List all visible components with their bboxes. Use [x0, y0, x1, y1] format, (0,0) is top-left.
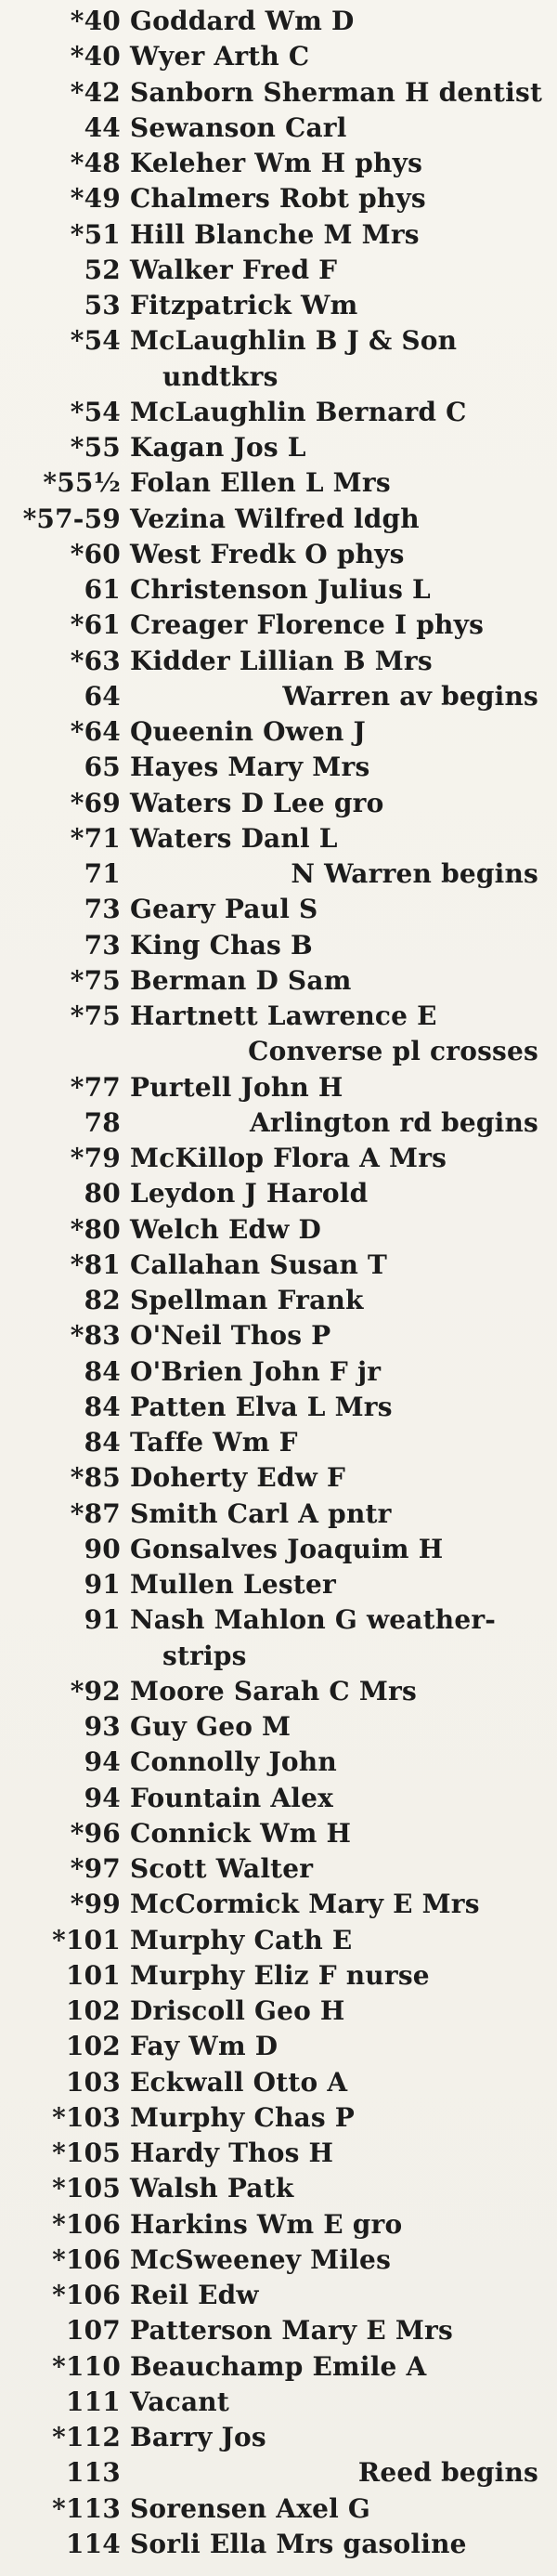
resident-name: Driscoll Geo H — [130, 1995, 345, 2026]
resident-name: Chalmers Robt phys — [130, 183, 426, 215]
resident-name: Wyer Arth C — [130, 41, 310, 72]
house-number: 101 — [65, 1959, 121, 1991]
directory-row — [0, 1427, 557, 1458]
directory-row — [0, 325, 557, 357]
directory-row — [0, 1783, 557, 1814]
resident-name: Barry Jos — [130, 2422, 266, 2452]
directory-row — [0, 681, 557, 713]
directory-row — [0, 1462, 557, 1494]
house-number: *48 — [70, 148, 121, 178]
house-number: *113 — [52, 2492, 121, 2524]
house-number: *80 — [70, 1213, 121, 1245]
resident-name: Geary Paul S — [130, 894, 318, 925]
resident-name: Sorensen Axel G — [130, 2492, 371, 2524]
house-number: 44 — [84, 111, 121, 143]
house-number: *106 — [52, 2208, 121, 2240]
resident-name: Eckwall Otto A — [130, 2066, 348, 2098]
resident-name: Queenin Owen J — [130, 716, 366, 747]
resident-name: Smith Carl A pntr — [130, 1497, 392, 1529]
directory-row — [0, 574, 557, 606]
resident-name: Welch Edw D — [130, 1213, 322, 1245]
house-number: *83 — [70, 1320, 121, 1352]
house-number: *99 — [70, 1889, 121, 1920]
directory-row — [0, 1392, 557, 1423]
resident-name: Fountain Alex — [130, 1782, 334, 1813]
directory-row — [0, 1072, 557, 1104]
resident-name: Sorli Ella Mrs gasoline — [130, 2528, 467, 2559]
house-number: *96 — [70, 1817, 121, 1849]
continuation-line: undtkrs — [162, 360, 278, 392]
resident-name: Guy Geo M — [130, 1711, 291, 1742]
house-number: *77 — [70, 1071, 121, 1103]
directory-row — [0, 77, 557, 109]
resident-name: Hartnett Lawrence E — [130, 1000, 437, 1031]
directory-row — [0, 1746, 557, 1778]
resident-name: Kagan Jos L — [130, 432, 306, 463]
directory-row — [0, 41, 557, 72]
resident-name: Patterson Mary E Mrs — [130, 2315, 453, 2347]
directory-row — [0, 1214, 557, 1246]
directory-row — [0, 2031, 557, 2062]
house-number: *97 — [70, 1853, 121, 1884]
directory-row — [0, 2209, 557, 2241]
directory-row — [0, 1498, 557, 1530]
house-number: *51 — [70, 218, 121, 250]
directory-row — [0, 290, 557, 321]
directory-row — [0, 1107, 557, 1139]
house-number: *57-59 — [22, 503, 121, 534]
resident-name: Fitzpatrick Wm — [130, 290, 358, 320]
house-number: *105 — [52, 2138, 121, 2168]
directory-row — [0, 1000, 557, 1032]
resident-name: McSweeney Miles — [130, 2243, 392, 2275]
directory-row — [0, 539, 557, 570]
house-number: 84 — [84, 1355, 121, 1387]
resident-name: Scott Walter — [130, 1853, 314, 1884]
house-number: *54 — [70, 396, 121, 427]
house-number: 61 — [84, 574, 121, 605]
house-number: *63 — [70, 645, 121, 676]
house-number: 82 — [84, 1285, 121, 1315]
directory-row — [0, 2138, 557, 2169]
resident-name: McLaughlin B J & Son — [130, 325, 458, 357]
directory-row — [0, 2280, 557, 2311]
resident-name: Murphy Eliz F nurse — [130, 1959, 430, 1991]
directory-row — [0, 858, 557, 890]
directory-row — [0, 1676, 557, 1707]
directory-row — [0, 1356, 557, 1388]
resident-name: Connick Wm H — [130, 1817, 352, 1849]
resident-name: Walker Fred F — [130, 254, 338, 285]
house-number: 84 — [84, 1391, 121, 1422]
street-marker: Reed begins — [357, 2457, 538, 2489]
house-number: *101 — [52, 1924, 121, 1955]
resident-name: Doherty Edw F — [130, 1462, 346, 1494]
resident-name: Hardy Thos H — [130, 2138, 334, 2168]
directory-row — [0, 467, 557, 499]
directory-row — [0, 2351, 557, 2383]
directory-row — [0, 1960, 557, 1992]
resident-name: Murphy Chas P — [130, 2101, 356, 2133]
house-number: 80 — [84, 1178, 121, 1210]
house-number: *103 — [52, 2101, 121, 2133]
resident-name: Walsh Patk — [130, 2173, 294, 2204]
resident-name: Taffe Wm F — [130, 1427, 298, 1458]
resident-name: Spellman Frank — [130, 1285, 364, 1315]
directory-row — [0, 1925, 557, 1956]
resident-name: Purtell John H — [130, 1071, 343, 1103]
house-number: *106 — [52, 2243, 121, 2275]
house-number: 107 — [65, 2315, 121, 2347]
house-number: *71 — [70, 822, 121, 854]
directory-row — [0, 609, 557, 641]
house-number: 113 — [65, 2457, 121, 2489]
directory-row — [0, 503, 557, 535]
house-number: *106 — [52, 2280, 121, 2310]
directory-row — [0, 1178, 557, 1210]
resident-name: Hill Blanche M Mrs — [130, 218, 420, 250]
house-number: 94 — [84, 1746, 121, 1778]
resident-name: Goddard Wm D — [130, 6, 355, 36]
directory-row — [0, 2422, 557, 2453]
directory-row — [0, 1889, 557, 1920]
house-number: *42 — [70, 76, 121, 108]
directory-row — [0, 965, 557, 997]
directory-row — [0, 1569, 557, 1601]
directory-row — [0, 2244, 557, 2276]
directory-row — [0, 2102, 557, 2134]
house-number: *60 — [70, 538, 121, 569]
house-number: 111 — [65, 2386, 121, 2417]
directory-row — [0, 1036, 557, 1067]
directory-row — [0, 1853, 557, 1885]
house-number: *87 — [70, 1497, 121, 1529]
house-number: *92 — [70, 1675, 121, 1706]
resident-name: Nash Mahlon G weather- — [130, 1604, 497, 1636]
house-number: 73 — [84, 894, 121, 925]
house-number: *69 — [70, 787, 121, 818]
house-number: *40 — [70, 41, 121, 72]
house-number: *61 — [70, 609, 121, 641]
resident-name: Patten Elva L Mrs — [130, 1391, 393, 1422]
resident-name: King Chas B — [130, 929, 313, 961]
directory-row — [0, 823, 557, 855]
house-number: 71 — [84, 858, 121, 889]
house-number: 84 — [84, 1427, 121, 1458]
resident-name: Callahan Susan T — [130, 1249, 388, 1280]
continuation-line: strips — [162, 1640, 247, 1671]
street-marker: N Warren begins — [291, 858, 538, 889]
directory-row — [0, 397, 557, 428]
street-marker: Arlington rd begins — [249, 1106, 538, 1138]
directory-row — [0, 361, 557, 393]
resident-name: Hayes Mary Mrs — [130, 752, 370, 783]
house-number: 91 — [84, 1604, 121, 1636]
resident-name: McLaughlin Bernard C — [130, 396, 467, 427]
resident-name: Murphy Cath E — [130, 1924, 353, 1955]
directory-row — [0, 2457, 557, 2489]
house-number: *110 — [52, 2350, 121, 2382]
house-number: 64 — [84, 680, 121, 712]
resident-name: West Fredk O phys — [130, 538, 405, 569]
directory-row — [0, 2529, 557, 2560]
directory-row — [0, 1249, 557, 1281]
resident-name: Leydon J Harold — [130, 1178, 369, 1210]
directory-row — [0, 788, 557, 819]
resident-name: Harkins Wm E gro — [130, 2208, 403, 2240]
resident-name: Reil Edw — [130, 2280, 259, 2310]
house-number: 65 — [84, 752, 121, 783]
house-number: 91 — [84, 1569, 121, 1600]
directory-row — [0, 2067, 557, 2099]
resident-name: Sanborn Sherman H dentist — [130, 76, 543, 108]
directory-row — [0, 2315, 557, 2347]
house-number: *75 — [70, 1000, 121, 1031]
directory-row — [0, 219, 557, 251]
resident-name: Keleher Wm H phys — [130, 148, 423, 178]
house-number: *40 — [70, 6, 121, 36]
house-number: 53 — [84, 290, 121, 320]
resident-name: Waters Danl L — [130, 822, 338, 854]
house-number: 102 — [65, 2031, 121, 2062]
directory-row — [0, 894, 557, 925]
house-number: *64 — [70, 716, 121, 747]
house-number: *81 — [70, 1249, 121, 1280]
directory-row — [0, 1285, 557, 1316]
resident-name: Vezina Wilfred ldgh — [130, 503, 420, 534]
resident-name: Gonsalves Joaquim H — [130, 1533, 444, 1564]
directory-row — [0, 148, 557, 179]
directory-row — [0, 1818, 557, 1850]
resident-name: Kidder Lillian B Mrs — [130, 645, 433, 676]
house-number: *79 — [70, 1143, 121, 1173]
street-marker: Warren av begins — [282, 680, 538, 712]
directory-row — [0, 1604, 557, 1636]
resident-name: Berman D Sam — [130, 964, 352, 996]
directory-row — [0, 1320, 557, 1352]
house-number: *105 — [52, 2173, 121, 2204]
directory-row — [0, 930, 557, 961]
house-number: 103 — [65, 2066, 121, 2098]
directory-row — [0, 646, 557, 677]
resident-name: Fay Wm D — [130, 2031, 278, 2062]
resident-name: Mullen Lester — [130, 1569, 336, 1600]
resident-name: O'Brien John F jr — [130, 1355, 382, 1387]
directory-row — [0, 432, 557, 464]
resident-name: Connolly John — [130, 1746, 337, 1778]
resident-name: Sewanson Carl — [130, 111, 347, 143]
directory-row — [0, 716, 557, 748]
house-number: *55½ — [43, 467, 121, 499]
directory-row — [0, 255, 557, 286]
house-number: 93 — [84, 1711, 121, 1742]
directory-row — [0, 2493, 557, 2525]
house-number: *49 — [70, 183, 121, 215]
house-number: 73 — [84, 929, 121, 961]
resident-name: McKillop Flora A Mrs — [130, 1143, 447, 1173]
house-number: 90 — [84, 1533, 121, 1564]
directory-row — [0, 2386, 557, 2418]
resident-name: Beauchamp Emile A — [130, 2350, 427, 2382]
house-number: *55 — [70, 432, 121, 463]
house-number: 52 — [84, 254, 121, 285]
resident-name: O'Neil Thos P — [130, 1320, 331, 1352]
resident-name: Creager Florence I phys — [130, 609, 485, 641]
directory-row — [0, 1641, 557, 1672]
house-number: *75 — [70, 964, 121, 996]
directory-row — [0, 1143, 557, 1174]
directory-row — [0, 1995, 557, 2027]
street-marker: Converse pl crosses — [248, 1036, 538, 1067]
resident-name: Folan Ellen L Mrs — [130, 467, 391, 499]
house-number: *112 — [52, 2422, 121, 2452]
resident-name: McCormick Mary E Mrs — [130, 1889, 480, 1920]
resident-name: Moore Sarah C Mrs — [130, 1675, 417, 1706]
directory-row — [0, 112, 557, 144]
directory-row — [0, 2173, 557, 2204]
directory-row — [0, 752, 557, 783]
house-number: *54 — [70, 325, 121, 357]
resident-name: Christenson Julius L — [130, 574, 431, 605]
resident-name: Waters D Lee gro — [130, 787, 384, 818]
house-number: *85 — [70, 1462, 121, 1494]
directory-row — [0, 183, 557, 215]
directory-row — [0, 1711, 557, 1743]
directory-row — [0, 6, 557, 37]
house-number: 94 — [84, 1782, 121, 1813]
house-number: 78 — [84, 1106, 121, 1138]
resident-name: Vacant — [130, 2386, 229, 2417]
house-number: 114 — [65, 2528, 121, 2559]
house-number: 102 — [65, 1995, 121, 2026]
directory-row — [0, 1534, 557, 1565]
